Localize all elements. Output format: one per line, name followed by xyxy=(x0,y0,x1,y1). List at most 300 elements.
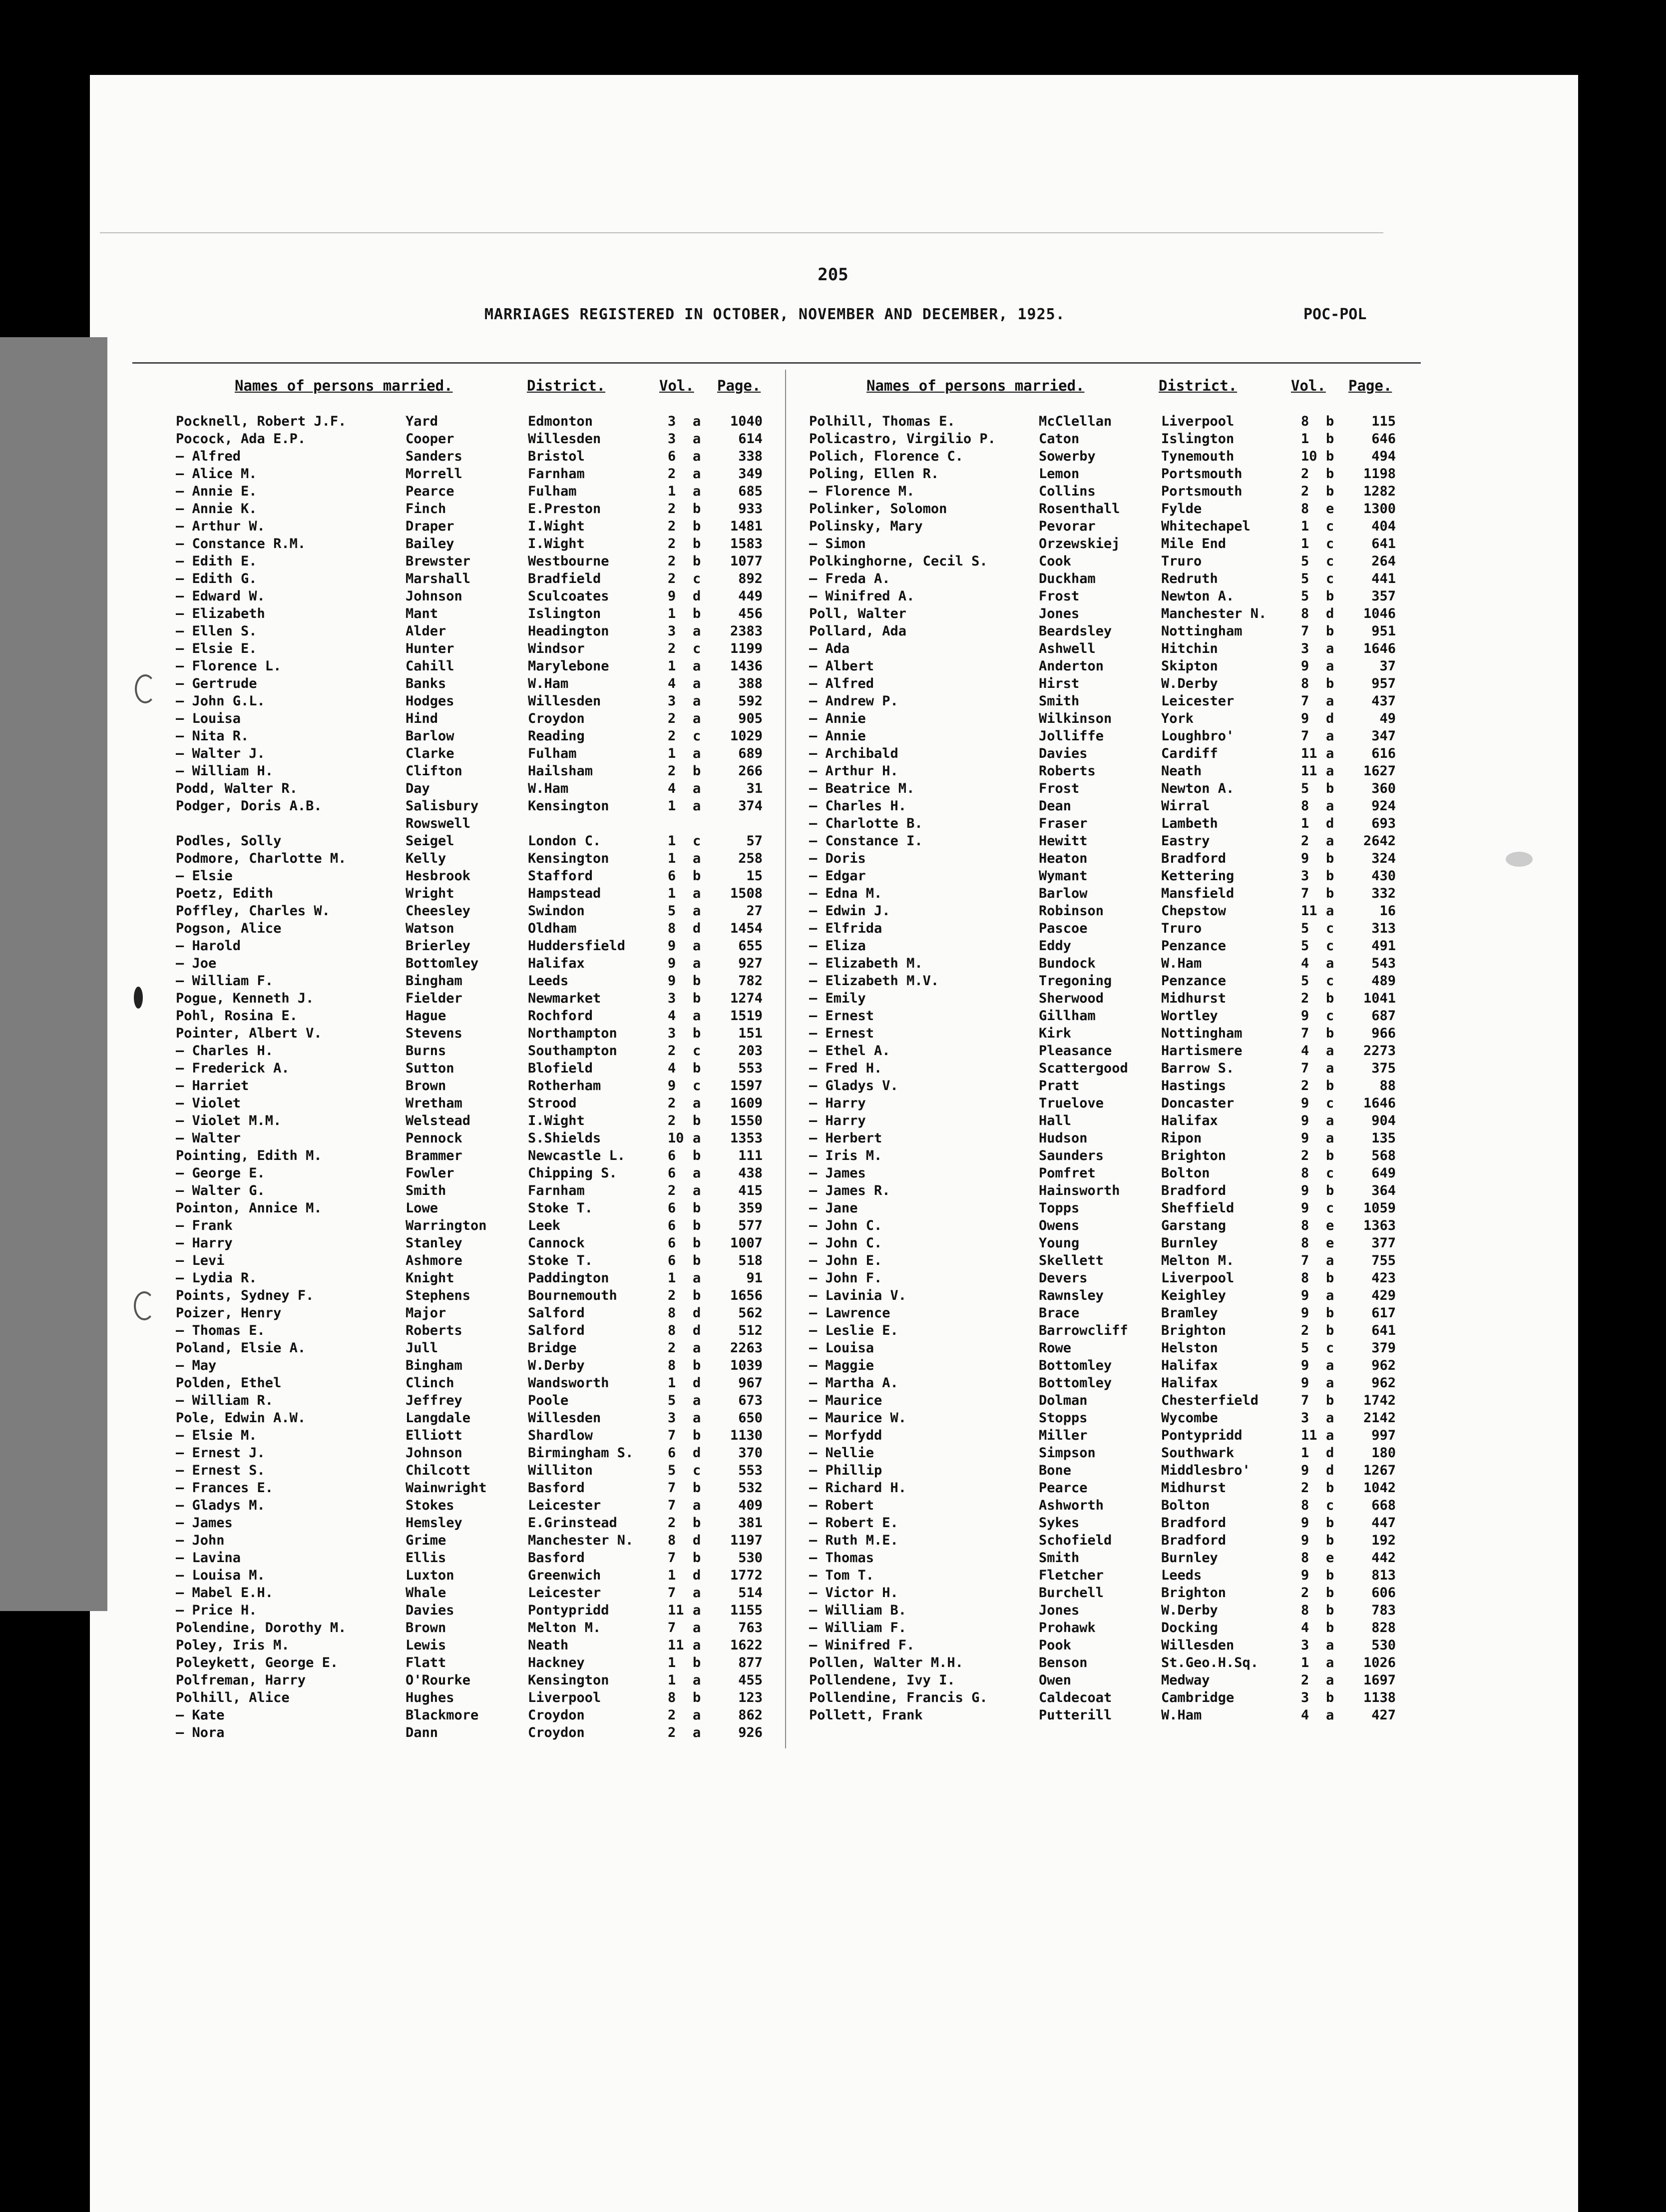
spouse-surname: Pleasance xyxy=(1039,1043,1112,1059)
volume-letter: d xyxy=(693,1533,701,1548)
entry-row xyxy=(809,518,1398,535)
volume: 8 xyxy=(1301,1498,1309,1513)
person-name: — William R. xyxy=(176,1393,274,1408)
page-ref: 655 xyxy=(738,938,763,954)
person-name: — Jane xyxy=(809,1200,858,1216)
district: Strood xyxy=(528,1096,577,1111)
page-ref: 357 xyxy=(1371,588,1396,604)
person-name: — Price H. xyxy=(176,1603,257,1618)
district: W.Ham xyxy=(528,781,569,796)
volume-letter: b xyxy=(693,501,701,517)
district: Chesterfield xyxy=(1161,1393,1259,1408)
volume: 1 xyxy=(668,1270,676,1286)
district: Basford xyxy=(528,1480,585,1496)
volume-letter: b xyxy=(693,1288,701,1303)
district: Rochford xyxy=(528,1008,593,1024)
district: Brighton xyxy=(1161,1585,1227,1601)
spouse-surname: Hemsley xyxy=(406,1515,462,1531)
page-ref: 1267 xyxy=(1363,1463,1396,1478)
volume: 8 xyxy=(668,1323,676,1338)
left-entries xyxy=(176,413,765,1741)
volume-letter: b xyxy=(693,1253,701,1268)
page-ref: 530 xyxy=(738,1550,763,1566)
page-ref: 617 xyxy=(1371,1305,1396,1321)
district: Chepstow xyxy=(1161,903,1227,919)
volume: 4 xyxy=(1301,956,1309,971)
person-name: — Herbert xyxy=(809,1130,882,1146)
page-ref: 1550 xyxy=(730,1113,763,1128)
person-name: Poffley, Charles W. xyxy=(176,903,330,919)
entry-row xyxy=(809,1462,1398,1479)
person-name: — Nita R. xyxy=(176,728,249,744)
volume-letter: b xyxy=(1326,1533,1334,1548)
person-name: — Thomas xyxy=(809,1550,874,1566)
volume-letter: a xyxy=(1326,798,1334,814)
entry-row xyxy=(176,902,765,920)
page-ref: 1029 xyxy=(730,728,763,744)
district: Keighley xyxy=(1161,1288,1227,1303)
district: Newmarket xyxy=(528,991,601,1006)
page-ref: 332 xyxy=(1371,886,1396,901)
page-ref: 962 xyxy=(1371,1375,1396,1391)
entry-row xyxy=(809,692,1398,710)
entry-row xyxy=(809,1427,1398,1444)
volume-letter: b xyxy=(1326,414,1334,429)
volume-letter: b xyxy=(1326,1585,1334,1601)
person-name: — Gertrude xyxy=(176,676,257,691)
volume: 2 xyxy=(1301,484,1309,499)
right-vol-header: Vol. xyxy=(1291,377,1326,394)
page-ref: 379 xyxy=(1371,1340,1396,1356)
volume: 5 xyxy=(668,903,676,919)
person-name: — Simon xyxy=(809,536,866,552)
entry-row xyxy=(176,500,765,518)
page-ref: 491 xyxy=(1371,938,1396,954)
entry-row xyxy=(176,1427,765,1444)
person-name: — Constance R.M. xyxy=(176,536,306,552)
spouse-surname: Bingham xyxy=(406,973,462,989)
person-name: — Ernest xyxy=(809,1008,874,1024)
volume-letter: a xyxy=(1326,1672,1334,1688)
page-ref: 266 xyxy=(738,763,763,779)
page-ref: 364 xyxy=(1371,1183,1396,1198)
volume-letter: b xyxy=(693,1026,701,1041)
volume-letter: a xyxy=(693,1620,701,1636)
person-name: — Doris xyxy=(809,851,866,866)
page-ref: 494 xyxy=(1371,449,1396,464)
spouse-surname: Rawnsley xyxy=(1039,1288,1104,1303)
spouse-surname: Mant xyxy=(406,606,438,621)
district: Leek xyxy=(528,1218,561,1233)
district: Willesden xyxy=(528,693,601,709)
person-name: Policastro, Virgilio P. xyxy=(809,431,996,447)
volume-letter: a xyxy=(693,1707,701,1723)
entry-row xyxy=(176,1077,765,1095)
entry-row xyxy=(176,1007,765,1025)
district: Mansfield xyxy=(1161,886,1235,901)
person-name: — Edgar xyxy=(809,868,866,884)
district: Shardlow xyxy=(528,1428,593,1443)
spouse-surname: Bingham xyxy=(406,1358,462,1373)
person-name: Poling, Ellen R. xyxy=(809,466,939,482)
person-name: — Frederick A. xyxy=(176,1061,290,1076)
page-ref: 1583 xyxy=(730,536,763,552)
left-vol-header: Vol. xyxy=(659,377,694,394)
volume-letter: b xyxy=(693,1690,701,1705)
district: Mile End xyxy=(1161,536,1227,552)
page-ref: 57 xyxy=(746,833,763,849)
district: Northampton xyxy=(528,1026,617,1041)
volume-letter: a xyxy=(693,1096,701,1111)
entry-row xyxy=(176,1287,765,1304)
volume: 5 xyxy=(1301,588,1309,604)
entry-row xyxy=(809,430,1398,448)
page-ref: 892 xyxy=(738,571,763,586)
district: Liverpool xyxy=(1161,1270,1235,1286)
volume-letter: c xyxy=(693,1463,701,1478)
page-ref: 447 xyxy=(1371,1515,1396,1531)
volume: 8 xyxy=(1301,414,1309,429)
person-name: — Ellen S. xyxy=(176,623,257,639)
person-name: — Edna M. xyxy=(809,886,882,901)
volume: 2 xyxy=(1301,1148,1309,1163)
volume: 5 xyxy=(1301,938,1309,954)
district: Kensington xyxy=(528,798,609,814)
page-ref: 568 xyxy=(1371,1148,1396,1163)
volume-letter: a xyxy=(693,1725,701,1740)
page-ref: 862 xyxy=(738,1707,763,1723)
spouse-surname: Owen xyxy=(1039,1672,1072,1688)
district: Bradfield xyxy=(528,571,601,586)
person-name: — Lavina xyxy=(176,1550,241,1566)
district: Salford xyxy=(528,1305,585,1321)
entry-row xyxy=(176,867,765,885)
volume-letter: d xyxy=(693,1568,701,1583)
entry-row xyxy=(809,1252,1398,1269)
entry-row xyxy=(809,902,1398,920)
entry-row xyxy=(176,1042,765,1060)
spouse-surname: McClellan xyxy=(1039,414,1112,429)
person-name: — James xyxy=(176,1515,233,1531)
right-district-header: District. xyxy=(1159,377,1238,394)
district: Portsmouth xyxy=(1161,484,1243,499)
volume-letter: b xyxy=(1326,588,1334,604)
volume: 2 xyxy=(668,728,676,744)
page-ref: 1481 xyxy=(730,519,763,534)
district: Wandsworth xyxy=(528,1375,609,1391)
person-name: Poetz, Edith xyxy=(176,886,274,901)
page-ref: 2642 xyxy=(1363,833,1396,849)
volume: 4 xyxy=(668,781,676,796)
page-ref: 905 xyxy=(738,711,763,726)
person-name: — Ruth M.E. xyxy=(809,1533,898,1548)
person-name: Pollendine, Francis G. xyxy=(809,1690,988,1705)
volume-letter: c xyxy=(1326,1200,1334,1216)
person-name: Podmore, Charlotte M. xyxy=(176,851,347,866)
spouse-surname: Beardsley xyxy=(1039,623,1112,639)
volume: 11 xyxy=(668,1603,684,1618)
person-name: — Albert xyxy=(809,658,874,674)
district: Loughbro' xyxy=(1161,728,1235,744)
district: I.Wight xyxy=(528,1113,585,1128)
district: E.Preston xyxy=(528,501,601,517)
volume: 1 xyxy=(1301,519,1309,534)
district: Sculcoates xyxy=(528,588,609,604)
volume: 8 xyxy=(668,1533,676,1548)
spouse-surname: Ashworth xyxy=(1039,1498,1104,1513)
page-ref: 404 xyxy=(1371,519,1396,534)
district: Redruth xyxy=(1161,571,1218,586)
person-name: Polden, Ethel xyxy=(176,1375,282,1391)
entry-row xyxy=(809,587,1398,605)
page-ref: 359 xyxy=(738,1200,763,1216)
spouse-surname: Bottomley xyxy=(1039,1375,1112,1391)
spouse-surname: Dann xyxy=(406,1725,438,1740)
entry-row xyxy=(809,675,1398,692)
entry-row xyxy=(176,1392,765,1409)
page-ref: 442 xyxy=(1371,1550,1396,1566)
spouse-surname: Hesbrook xyxy=(406,868,471,884)
entry-row xyxy=(176,1025,765,1042)
entry-row xyxy=(176,832,765,850)
district: Farnham xyxy=(528,466,585,482)
district: Bolton xyxy=(1161,1165,1210,1181)
volume-letter: c xyxy=(693,1043,701,1059)
spouse-surname: Smith xyxy=(1039,1550,1080,1566)
person-name: — Alfred xyxy=(176,449,241,464)
volume-letter: b xyxy=(1326,1270,1334,1286)
page-number: 205 xyxy=(818,265,848,285)
district: Lambeth xyxy=(1161,816,1218,831)
volume: 2 xyxy=(668,1096,676,1111)
page-ref: 1508 xyxy=(730,886,763,901)
entry-row xyxy=(176,622,765,640)
page-ref: 1519 xyxy=(730,1008,763,1024)
volume: 7 xyxy=(668,1428,676,1443)
volume-letter: a xyxy=(1326,833,1334,849)
person-name: — William F. xyxy=(809,1620,907,1636)
person-name: — James R. xyxy=(809,1183,890,1198)
district: Pontypridd xyxy=(1161,1428,1243,1443)
volume-letter: b xyxy=(1326,676,1334,691)
page-ref: 1130 xyxy=(730,1428,763,1443)
person-name: — Phillip xyxy=(809,1463,882,1478)
person-name: Poll, Walter xyxy=(809,606,907,621)
volume-letter: a xyxy=(693,1393,701,1408)
volume-letter: c xyxy=(1326,1096,1334,1111)
page-ref: 111 xyxy=(738,1148,763,1163)
volume: 6 xyxy=(668,1253,676,1268)
person-name: — Kate xyxy=(176,1707,225,1723)
page-ref: 927 xyxy=(738,956,763,971)
entry-row xyxy=(176,1706,765,1724)
entry-row xyxy=(809,640,1398,657)
volume: 1 xyxy=(1301,1445,1309,1461)
volume-letter: b xyxy=(1326,623,1334,639)
volume-letter: a xyxy=(1326,1113,1334,1128)
volume: 2 xyxy=(668,641,676,656)
entry-row xyxy=(176,1304,765,1322)
entry-row xyxy=(809,570,1398,587)
page-ref: 324 xyxy=(1371,851,1396,866)
spouse-surname: Rowe xyxy=(1039,1340,1072,1356)
district: Pontypridd xyxy=(528,1603,609,1618)
volume: 3 xyxy=(1301,1690,1309,1705)
district: London C. xyxy=(528,833,601,849)
volume-letter: d xyxy=(693,588,701,604)
volume-letter: a xyxy=(1326,1428,1334,1443)
page-ref: 192 xyxy=(1371,1533,1396,1548)
district: Barrow S. xyxy=(1161,1061,1235,1076)
district: Leicester xyxy=(1161,693,1235,709)
volume-letter: a xyxy=(693,1585,701,1601)
spouse-surname: Brace xyxy=(1039,1305,1080,1321)
entry-row xyxy=(809,1567,1398,1584)
spouse-surname: Luxton xyxy=(406,1568,454,1583)
volume: 1 xyxy=(1301,816,1309,831)
entry-row xyxy=(176,518,765,535)
spouse-surname: Whale xyxy=(406,1585,446,1601)
page-ref: 1454 xyxy=(730,921,763,936)
volume: 11 xyxy=(1301,746,1317,761)
person-name: Pointing, Edith M. xyxy=(176,1148,322,1163)
spouse-surname: Brammer xyxy=(406,1148,462,1163)
page-ref: 1697 xyxy=(1363,1672,1396,1688)
volume: 5 xyxy=(1301,571,1309,586)
volume: 6 xyxy=(668,868,676,884)
volume-letter: b xyxy=(1326,484,1334,499)
page-ref: 530 xyxy=(1371,1638,1396,1653)
page-ref: 441 xyxy=(1371,571,1396,586)
volume-letter: a xyxy=(693,1008,701,1024)
district: Fulham xyxy=(528,484,577,499)
entry-row xyxy=(809,1654,1398,1671)
entry-row xyxy=(176,1514,765,1532)
page-ref: 967 xyxy=(738,1375,763,1391)
page-ref: 347 xyxy=(1371,728,1396,744)
person-name: Polendine, Dorothy M. xyxy=(176,1620,347,1636)
right-names-header: Names of persons married. xyxy=(866,377,1085,394)
volume: 9 xyxy=(1301,1113,1309,1128)
entry-row xyxy=(809,1514,1398,1532)
district: Cambridge xyxy=(1161,1690,1235,1705)
spouse-surname: Bailey xyxy=(406,536,454,552)
page-ref: 518 xyxy=(738,1253,763,1268)
volume: 2 xyxy=(1301,466,1309,482)
volume: 6 xyxy=(668,1218,676,1233)
spouse-surname: Smith xyxy=(406,1183,446,1198)
spouse-surname: Frost xyxy=(1039,588,1080,604)
volume-letter: d xyxy=(1326,816,1334,831)
entry-row xyxy=(176,1374,765,1392)
volume-letter: b xyxy=(1326,1690,1334,1705)
page-ref: 1742 xyxy=(1363,1393,1396,1408)
spouse-surname: Pomfret xyxy=(1039,1165,1096,1181)
volume-letter: b xyxy=(693,1480,701,1496)
district: Doncaster xyxy=(1161,1096,1235,1111)
spouse-surname: Eddy xyxy=(1039,938,1072,954)
district: Halifax xyxy=(1161,1113,1218,1128)
district: Helston xyxy=(1161,1340,1218,1356)
spouse-surname: Day xyxy=(406,781,430,796)
person-name: — Charles H. xyxy=(809,798,907,814)
volume-letter: b xyxy=(1326,1148,1334,1163)
volume-letter: a xyxy=(693,431,701,447)
entry-row xyxy=(809,1392,1398,1409)
page-ref: 641 xyxy=(1371,536,1396,552)
entry-row xyxy=(809,797,1398,815)
district: Paddington xyxy=(528,1270,609,1286)
spouse-surname: Sowerby xyxy=(1039,449,1096,464)
entry-row xyxy=(176,1479,765,1497)
spouse-surname: Seigel xyxy=(406,833,454,849)
person-name: Polich, Florence C. xyxy=(809,449,963,464)
page-ref: 997 xyxy=(1371,1428,1396,1443)
spouse-surname: Wymant xyxy=(1039,868,1088,884)
district: Rotherham xyxy=(528,1078,601,1094)
volume-letter: c xyxy=(1326,938,1334,954)
district: Cannock xyxy=(528,1235,585,1251)
entry-row xyxy=(809,1322,1398,1339)
entry-row xyxy=(176,675,765,692)
volume-letter: c xyxy=(1326,973,1334,989)
volume: 2 xyxy=(668,1113,676,1128)
page-ref: 562 xyxy=(738,1305,763,1321)
volume-letter: b xyxy=(1326,851,1334,866)
volume: 3 xyxy=(668,1410,676,1426)
spouse-surname: Cahill xyxy=(406,658,454,674)
volume-letter: a xyxy=(1326,641,1334,656)
volume: 1 xyxy=(668,1375,676,1391)
page-ref: 438 xyxy=(738,1165,763,1181)
page-ref: 1138 xyxy=(1363,1690,1396,1705)
spouse-surname: Hirst xyxy=(1039,676,1080,691)
volume-letter: b xyxy=(693,606,701,621)
volume-letter: a xyxy=(693,956,701,971)
volume-letter: c xyxy=(693,1078,701,1094)
person-name: — James xyxy=(809,1165,866,1181)
entry-row xyxy=(176,1182,765,1199)
volume-letter: a xyxy=(1326,763,1334,779)
entry-row xyxy=(809,920,1398,937)
spouse-surname: Rosenthall xyxy=(1039,501,1120,517)
volume-letter: e xyxy=(1326,1218,1334,1233)
person-name: Poizer, Henry xyxy=(176,1305,282,1321)
volume: 7 xyxy=(668,1620,676,1636)
volume-letter: d xyxy=(1326,1445,1334,1461)
volume-letter: b xyxy=(1326,431,1334,447)
volume-letter: a xyxy=(693,1672,701,1688)
volume-letter: c xyxy=(1326,1165,1334,1181)
page-ref: 962 xyxy=(1371,1358,1396,1373)
page-ref: 429 xyxy=(1371,1288,1396,1303)
spouse-surname: Barrowcliff xyxy=(1039,1323,1128,1338)
volume: 7 xyxy=(668,1585,676,1601)
volume: 11 xyxy=(668,1638,684,1653)
volume: 8 xyxy=(1301,1218,1309,1233)
entry-row xyxy=(176,430,765,448)
volume: 5 xyxy=(1301,1340,1309,1356)
district: I.Wight xyxy=(528,536,585,552)
person-name: — Morfydd xyxy=(809,1428,882,1443)
volume-letter: b xyxy=(1326,1568,1334,1583)
person-name: — George E. xyxy=(176,1165,265,1181)
entry-row xyxy=(176,920,765,937)
volume: 2 xyxy=(668,763,676,779)
district: W.Derby xyxy=(528,1358,585,1373)
volume: 2 xyxy=(668,1707,676,1723)
district: Eastry xyxy=(1161,833,1210,849)
